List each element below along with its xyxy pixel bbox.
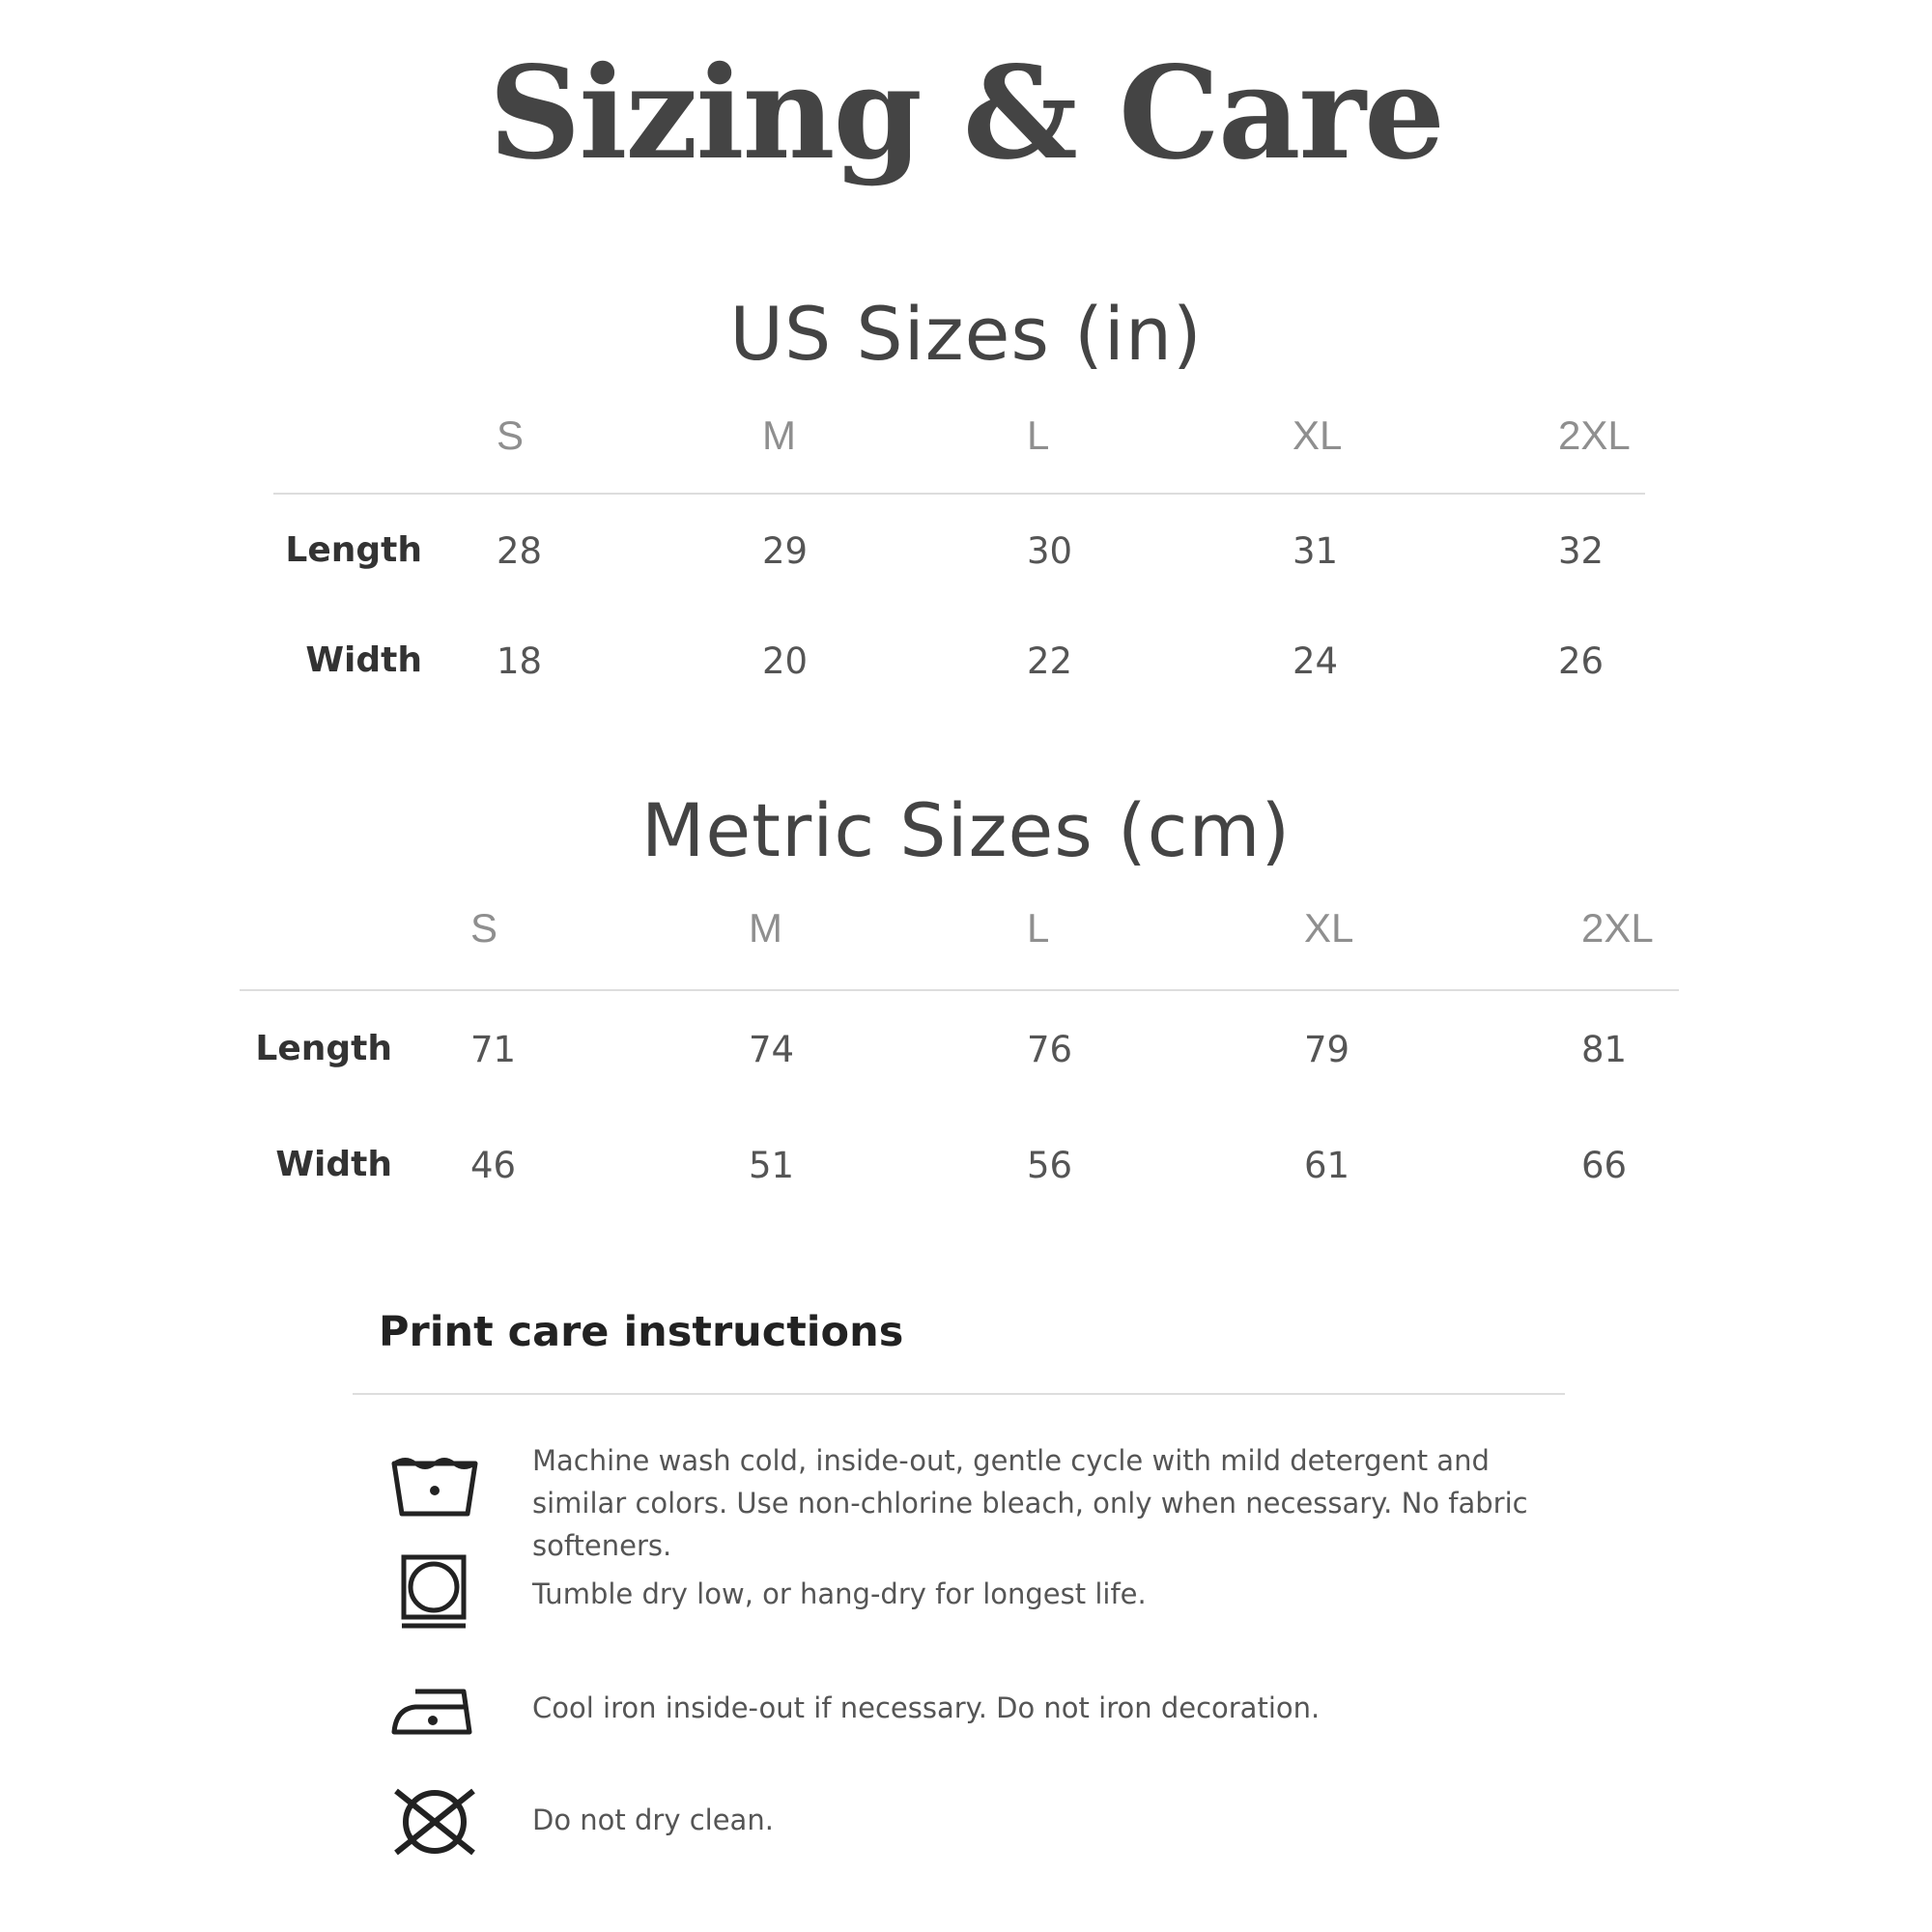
metric-cell: 79	[1304, 1029, 1350, 1070]
us-size-header: 2XL	[1558, 412, 1631, 458]
metric-cell: 81	[1581, 1029, 1628, 1070]
care-text-dry-clean: Do not dry clean.	[532, 1804, 774, 1836]
us-cell: 20	[762, 640, 809, 682]
us-cell: 31	[1293, 530, 1339, 572]
us-row-label-width: Width	[305, 640, 422, 680]
metric-cell: 56	[1027, 1145, 1073, 1186]
metric-cell: 66	[1581, 1145, 1628, 1186]
us-size-header: S	[497, 412, 525, 458]
metric-row-label-length: Length	[255, 1029, 392, 1068]
metric-cell: 76	[1027, 1029, 1073, 1070]
us-size-header: M	[762, 412, 796, 458]
us-cell: 18	[497, 640, 543, 682]
care-text-iron: Cool iron inside-out if necessary. Do not iron decoration.	[532, 1691, 1321, 1724]
us-cell: 22	[1027, 640, 1073, 682]
do-not-dry-clean-icon	[386, 1783, 483, 1870]
metric-size-header: S	[470, 905, 498, 951]
us-table-divider	[273, 493, 1645, 495]
us-size-header: XL	[1293, 412, 1343, 458]
us-cell: 32	[1558, 530, 1605, 572]
metric-cell: 74	[749, 1029, 795, 1070]
cool-iron-icon	[386, 1678, 483, 1765]
metric-size-header: XL	[1304, 905, 1354, 951]
us-cell: 26	[1558, 640, 1605, 682]
care-divider	[353, 1393, 1565, 1395]
us-cell: 30	[1027, 530, 1073, 572]
us-cell: 28	[497, 530, 543, 572]
us-sizes-title: US Sizes (in)	[729, 291, 1203, 377]
metric-table-divider	[240, 989, 1679, 991]
tumble-dry-low-icon	[386, 1553, 483, 1640]
metric-cell: 61	[1304, 1145, 1350, 1186]
metric-cell: 51	[749, 1145, 795, 1186]
metric-row-label-width: Width	[275, 1145, 392, 1184]
care-text-dry: Tumble dry low, or hang-dry for longest life.	[532, 1577, 1147, 1610]
metric-sizes-title: Metric Sizes (cm)	[640, 787, 1292, 873]
us-cell: 24	[1293, 640, 1339, 682]
metric-size-header: L	[1027, 905, 1050, 951]
metric-cell: 46	[470, 1145, 517, 1186]
us-cell: 29	[762, 530, 809, 572]
metric-size-header: M	[749, 905, 782, 951]
us-size-header: L	[1027, 412, 1050, 458]
machine-wash-cold-icon	[386, 1454, 483, 1541]
care-instructions-title: Print care instructions	[379, 1308, 904, 1356]
metric-size-header: 2XL	[1581, 905, 1654, 951]
care-text-wash: Machine wash cold, inside-out, gentle cycle with mild detergent and similar colors. Use non-chlorine bleach, only when necessary. No fabric softeners.	[532, 1444, 1528, 1562]
metric-cell: 71	[470, 1029, 517, 1070]
us-row-label-length: Length	[285, 530, 422, 570]
page-title: Sizing & Care	[488, 39, 1444, 188]
